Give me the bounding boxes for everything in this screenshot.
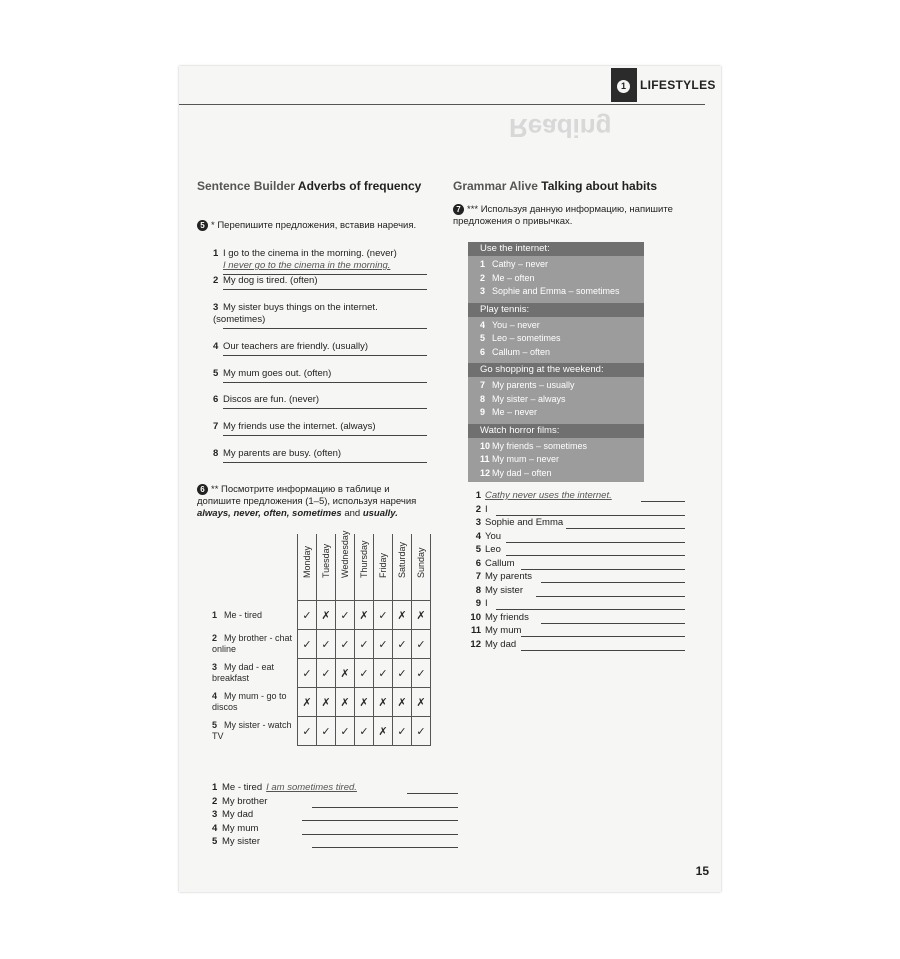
unit-title: LIFESTYLES [640,78,716,92]
habit-row [480,319,540,331]
row-label [212,717,298,746]
habit-number: 12 [480,467,491,478]
cross-mark: ✗ [317,688,336,717]
answer-line[interactable] [223,462,427,463]
day-header [317,534,336,601]
item-number: 1 [212,782,218,793]
table-row [212,717,431,746]
ex5-number: 5 [197,220,208,231]
ex5-item [213,302,425,326]
group-header: Go shopping at the weekend: [468,363,644,377]
answer-line[interactable] [521,569,685,570]
row-label [212,688,298,717]
item-number: 2 [213,275,219,286]
answer-line[interactable] [506,542,685,543]
answer-line[interactable] [496,609,685,610]
habit-row [480,346,550,358]
table-row [212,630,431,659]
row-label [212,659,298,688]
habit-row [480,453,559,465]
table-row [212,601,431,630]
cross-mark: ✗ [298,688,317,717]
habit-text: My parents – usually [492,380,575,390]
ex6-instruction-last: usually. [362,508,398,520]
item-text: My parents are busy. (often) [223,448,342,459]
item-number: 1 [475,490,481,501]
check-mark: ✓ [412,717,431,746]
item-number: 7 [475,571,481,582]
habit-text: My sister – always [492,393,566,404]
cross-mark: ✗ [336,688,355,717]
answer-line[interactable] [536,596,685,597]
item-number: 6 [475,557,481,569]
item-number: 6 [213,394,219,405]
item-text: My brother [222,795,268,807]
day-header [374,534,393,601]
cross-mark: ✗ [355,601,374,630]
cross-mark: ✗ [374,688,393,717]
item-text: My friends use the internet. (always) [223,421,376,432]
row-text: Me - tired [224,609,263,620]
answer-line[interactable] [302,820,458,821]
ex6-answer-item [212,782,432,794]
left-title-topic: Adverbs of frequency [297,179,422,193]
habit-number: 3 [480,286,486,296]
ex5-instruction-text: * Перепишите предложения, вставив наречия. [211,220,417,232]
item-number: 3 [212,809,218,820]
item-number: 7 [213,421,219,432]
habit-number: 10 [480,440,491,451]
check-mark: ✓ [412,659,431,688]
habit-number: 6 [480,346,486,357]
habit-text: My friends – sometimes [492,440,588,451]
group-header: Play tennis: [468,303,644,317]
cross-mark: ✗ [412,601,431,630]
habit-row [480,258,548,270]
habit-text: Leo – sometimes [492,333,561,343]
item-text: My mum [485,625,522,636]
check-mark: ✓ [336,601,355,630]
answer-line[interactable] [541,623,685,624]
item-text: Discos are fun. (never) [223,394,320,405]
day-header [393,534,412,601]
unit-number: 1 [617,80,630,93]
group-header: Use the internet: [468,242,644,256]
item-text: My sister [222,836,260,847]
ex5-item [213,421,425,433]
cross-mark: ✗ [393,601,412,630]
habit-row [480,393,566,405]
row-number: 1 [212,609,218,620]
ex7-instruction [453,204,689,228]
answer-line[interactable] [407,793,458,794]
day-label: Wednesday [340,530,350,578]
item-text: Callum [485,557,515,569]
item-text: Sophie and Emma [485,517,564,528]
item-text: My mum [222,822,259,834]
item-number: 2 [475,503,481,515]
item-number: 8 [213,448,219,459]
right-title-topic: Talking about habits [541,179,658,193]
row-number: 2 [212,633,218,643]
ex6-instruction-text: ** Посмотрите информацию в таблице и допишите предложения (1–5), используя наречия [197,484,417,508]
check-mark: ✓ [336,717,355,746]
check-mark: ✓ [412,630,431,659]
cross-mark: ✗ [412,688,431,717]
cross-mark: ✗ [355,688,374,717]
table-row [212,688,431,717]
ex5-item [213,341,425,353]
answer-line[interactable] [223,435,427,436]
ex6-instruction [197,484,429,520]
ex5-item [213,248,425,272]
cross-mark: ✗ [374,717,393,746]
item-number: 4 [212,822,218,834]
check-mark: ✓ [393,717,412,746]
item-text: My sister buys things on the internet. (sometimes) [213,302,378,325]
ex6-instruction-words: always, never, often, sometimes [197,508,342,520]
left-title-series: Sentence Builder [197,179,296,193]
ex6-instruction-and: and [341,508,363,520]
habit-number: 11 [480,454,490,464]
item-text: My friends [485,611,529,623]
answer-line[interactable] [496,515,685,516]
ex7-instruction-text: *** Используя данную информацию, напишите предложения о привычках. [453,204,673,228]
page-number: 15 [695,864,709,878]
habit-row [480,440,587,452]
item-number: 3 [475,517,481,528]
item-number: 12 [470,638,481,650]
check-mark: ✓ [317,717,336,746]
item-text: Leo [485,544,501,555]
check-mark: ✓ [298,601,317,630]
item-answer: I am sometimes tired. [266,782,357,793]
habit-row [480,379,575,391]
day-label: Friday [378,552,388,578]
item-text: Our teachers are friendly. (usually) [223,341,369,352]
ex5-item [213,275,425,287]
check-mark: ✓ [374,630,393,659]
habit-row [480,406,537,418]
item-answer: I never go to the cinema in the morning. [223,260,391,271]
answer-line[interactable] [641,501,685,502]
day-label: Thursday [359,540,369,578]
answer-line[interactable] [312,807,458,808]
ex5-instruction [197,220,427,232]
left-section-title [197,178,437,194]
item-text: My sister [485,584,523,596]
day-header [336,530,355,601]
check-mark: ✓ [298,659,317,688]
show-through-heading: Reading [509,113,612,143]
habit-text: Me – never [492,407,538,417]
habit-text: You – never [492,319,540,330]
check-mark: ✓ [355,630,374,659]
item-text: You [485,530,502,542]
frequency-table [212,530,431,746]
item-number: 1 [213,248,219,259]
item-number: 3 [213,302,219,313]
item-text: My mum goes out. (often) [223,368,332,379]
row-number: 5 [212,720,218,730]
item-number: 9 [475,598,481,609]
item-text: I go to the cinema in the morning. (never) [223,248,397,259]
table-row [212,659,431,688]
item-number: 4 [475,530,481,542]
answer-line[interactable] [223,328,427,329]
item-number: 5 [212,836,218,847]
day-header [298,534,317,601]
answer-line[interactable] [541,582,685,583]
check-mark: ✓ [374,659,393,688]
item-answer: Cathy never uses the internet. [485,490,612,501]
group-header: Watch horror films: [468,424,644,438]
habit-number: 5 [480,333,486,343]
habit-row [480,467,552,479]
unit-badge [611,68,637,102]
habits-info-box [468,242,644,482]
answer-line[interactable] [521,636,685,637]
item-text: My dad [485,638,517,650]
habit-number: 4 [480,319,486,330]
check-mark: ✓ [298,717,317,746]
habit-number: 9 [480,407,486,417]
check-mark: ✓ [393,659,412,688]
item-number: 11 [470,625,481,636]
row-text: My brother - chat online [212,633,293,654]
item-text: My dog is tired. (often) [223,275,318,286]
day-label: Sunday [416,547,426,578]
day-header [412,534,431,601]
habit-row [480,332,561,344]
item-number: 2 [212,795,218,807]
cross-mark: ✗ [317,601,336,630]
cross-mark: ✗ [393,688,412,717]
ex5-item [213,448,425,460]
ex7-number: 7 [453,204,464,215]
row-label [212,630,298,659]
check-mark: ✓ [355,717,374,746]
habit-number: 7 [480,380,486,390]
item-number: 5 [475,544,481,555]
item-number: 4 [213,341,219,352]
answer-line[interactable] [506,555,685,556]
ex5-item [213,368,425,380]
ex5-item [213,394,425,406]
habit-text: Sophie and Emma – sometimes [492,286,620,296]
cross-mark: ✗ [336,659,355,688]
check-mark: ✓ [336,630,355,659]
row-number: 3 [212,662,218,672]
item-text: I [485,503,488,515]
habit-row [480,285,620,297]
item-text: My dad [222,809,254,820]
habit-number: 2 [480,272,486,283]
day-label: Tuesday [321,543,331,578]
check-mark: ✓ [298,630,317,659]
habit-row [480,272,535,284]
habit-text: My mum – never [492,454,560,464]
row-text: My sister - watch TV [212,720,292,741]
day-header [355,534,374,601]
item-number: 10 [470,611,481,623]
answer-line[interactable] [223,289,427,290]
habit-text: Cathy – never [492,259,549,269]
header-rule [179,104,705,105]
habit-text: My dad – often [492,467,552,478]
row-text: My mum - go to discos [212,691,287,712]
habit-number: 1 [480,259,486,269]
answer-line[interactable] [223,408,427,409]
check-mark: ✓ [374,601,393,630]
workbook-page [179,66,721,892]
answer-line[interactable] [223,355,427,356]
check-mark: ✓ [317,659,336,688]
answer-line[interactable] [312,847,458,848]
habit-text: Me – often [492,272,535,283]
answer-line[interactable] [521,650,685,651]
row-number: 4 [212,691,218,701]
day-label: Saturday [397,541,407,578]
right-section-title [453,178,703,194]
habit-number: 8 [480,393,486,404]
habit-text: Callum – often [492,346,551,357]
row-text: My dad - eat breakfast [212,662,275,683]
check-mark: ✓ [317,630,336,659]
item-number: 8 [475,584,481,596]
row-label [212,601,298,630]
item-number: 5 [213,368,219,379]
ex6-number: 6 [197,484,208,495]
right-title-series: Grammar Alive [453,179,538,193]
check-mark: ✓ [355,659,374,688]
answer-line[interactable] [302,834,458,835]
answer-line[interactable] [566,528,685,529]
answer-line[interactable] [223,382,427,383]
check-mark: ✓ [393,630,412,659]
item-text: I [485,598,488,609]
day-label: Monday [302,545,312,578]
item-text: My parents [485,571,532,582]
item-text: Me - tired [222,782,263,793]
